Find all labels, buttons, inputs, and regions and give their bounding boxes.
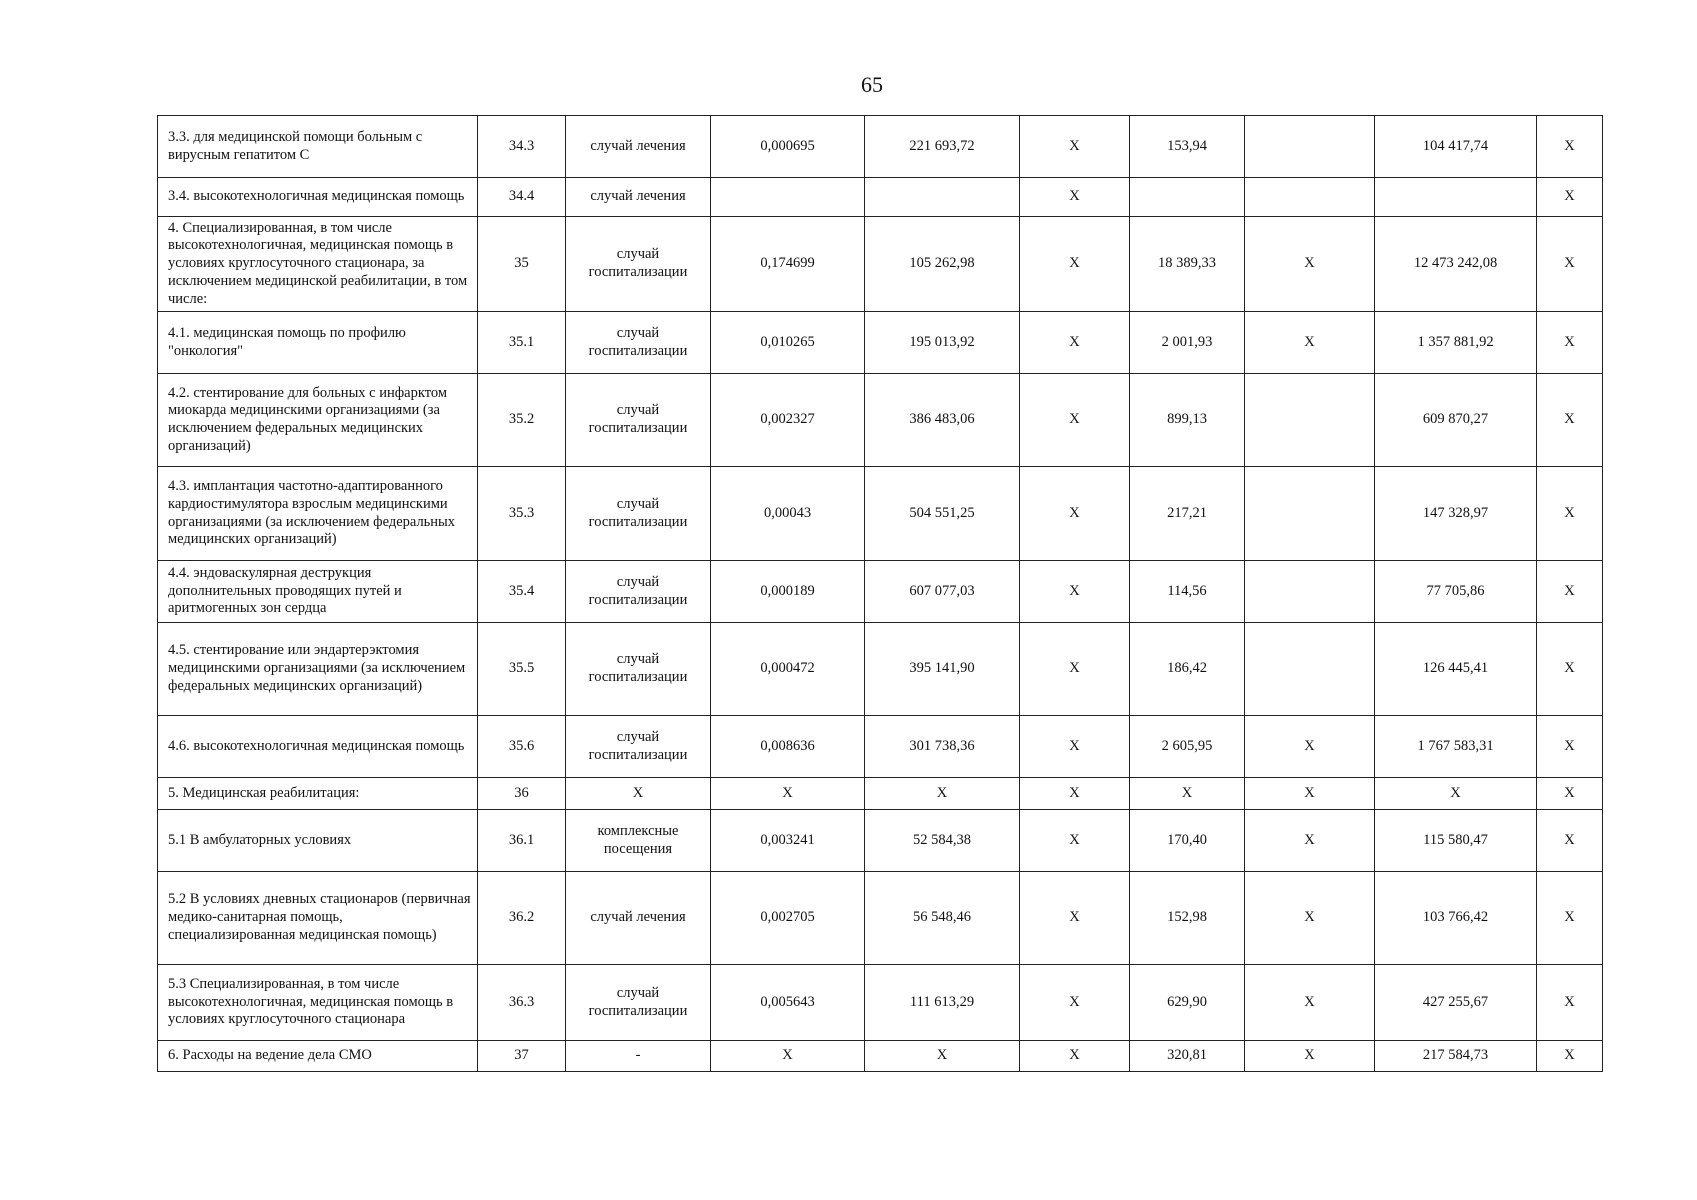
value-cell: 629,90	[1130, 965, 1245, 1041]
row-code-cell: 35.4	[478, 561, 566, 623]
value-cell	[1245, 623, 1375, 716]
value-cell: Х	[1537, 467, 1603, 561]
value-cell: 0,008636	[711, 716, 865, 778]
value-cell: 153,94	[1130, 116, 1245, 178]
unit-cell: случай госпитализации	[566, 623, 711, 716]
unit-cell: случай госпитализации	[566, 374, 711, 467]
value-cell: 0,010265	[711, 312, 865, 374]
value-cell: Х	[1245, 312, 1375, 374]
value-cell: Х	[1020, 623, 1130, 716]
row-name-cell: 3.3. для медицинской помощи больным с вирусным гепатитом С	[158, 116, 478, 178]
table-row	[158, 178, 1603, 217]
value-cell: Х	[1020, 178, 1130, 217]
row-name-cell: 4.5. стентирование или эндартерэктомия медицинскими организациями (за исключением федеральных медицинских организаций)	[158, 623, 478, 716]
row-code-cell: 35.6	[478, 716, 566, 778]
value-cell: 0,000189	[711, 561, 865, 623]
value-cell: Х	[1020, 374, 1130, 467]
value-cell: 147 328,97	[1375, 467, 1537, 561]
table-row	[158, 374, 1603, 467]
row-name-cell: 5.1 В амбулаторных условиях	[158, 810, 478, 872]
table-row	[158, 778, 1603, 810]
row-code-cell: 35.5	[478, 623, 566, 716]
value-cell: 395 141,90	[865, 623, 1020, 716]
table-row	[158, 312, 1603, 374]
value-cell: Х	[1537, 217, 1603, 312]
row-code-cell: 34.3	[478, 116, 566, 178]
value-cell: Х	[1245, 965, 1375, 1041]
value-cell: 103 766,42	[1375, 872, 1537, 965]
value-cell: 0,002705	[711, 872, 865, 965]
value-cell: Х	[1537, 116, 1603, 178]
value-cell: 111 613,29	[865, 965, 1020, 1041]
value-cell: 217 584,73	[1375, 1041, 1537, 1072]
value-cell	[1245, 467, 1375, 561]
value-cell: Х	[711, 778, 865, 810]
value-cell: Х	[1537, 1041, 1603, 1072]
value-cell: Х	[1537, 965, 1603, 1041]
value-cell: 301 738,36	[865, 716, 1020, 778]
page-number: 65	[861, 72, 883, 97]
value-cell: Х	[1020, 312, 1130, 374]
value-cell: 77 705,86	[1375, 561, 1537, 623]
value-cell: 0,00043	[711, 467, 865, 561]
row-code-cell: 35.3	[478, 467, 566, 561]
table-row	[158, 716, 1603, 778]
value-cell	[1245, 178, 1375, 217]
unit-cell: Х	[566, 778, 711, 810]
value-cell: 195 013,92	[865, 312, 1020, 374]
table-row	[158, 467, 1603, 561]
value-cell: 386 483,06	[865, 374, 1020, 467]
unit-cell: случай лечения	[566, 178, 711, 217]
table-row	[158, 872, 1603, 965]
unit-cell: случай госпитализации	[566, 965, 711, 1041]
value-cell	[1245, 374, 1375, 467]
unit-cell: случай госпитализации	[566, 467, 711, 561]
value-cell: Х	[1375, 778, 1537, 810]
financing-table	[157, 115, 1603, 1072]
table-row	[158, 965, 1603, 1041]
table-row	[158, 623, 1603, 716]
value-cell: 114,56	[1130, 561, 1245, 623]
value-cell: Х	[1537, 810, 1603, 872]
value-cell: 0,174699	[711, 217, 865, 312]
value-cell: 0,000695	[711, 116, 865, 178]
value-cell: 2 001,93	[1130, 312, 1245, 374]
value-cell: 186,42	[1130, 623, 1245, 716]
value-cell: 504 551,25	[865, 467, 1020, 561]
table-row	[158, 1041, 1603, 1072]
value-cell: 1 357 881,92	[1375, 312, 1537, 374]
value-cell	[711, 178, 865, 217]
value-cell: Х	[711, 1041, 865, 1072]
row-code-cell: 36.2	[478, 872, 566, 965]
value-cell: Х	[1537, 872, 1603, 965]
value-cell: 2 605,95	[1130, 716, 1245, 778]
value-cell: Х	[1537, 716, 1603, 778]
row-code-cell: 37	[478, 1041, 566, 1072]
value-cell	[1375, 178, 1537, 217]
value-cell: 320,81	[1130, 1041, 1245, 1072]
value-cell: Х	[1245, 1041, 1375, 1072]
value-cell: 126 445,41	[1375, 623, 1537, 716]
row-code-cell: 35.1	[478, 312, 566, 374]
value-cell: Х	[1020, 1041, 1130, 1072]
row-name-cell: 5.3 Специализированная, в том числе высокотехнологичная, медицинская помощь в условиях круглосуточного стационара	[158, 965, 478, 1041]
value-cell: 56 548,46	[865, 872, 1020, 965]
value-cell: 221 693,72	[865, 116, 1020, 178]
value-cell: 152,98	[1130, 872, 1245, 965]
table-row	[158, 810, 1603, 872]
table-row	[158, 217, 1603, 312]
value-cell: Х	[1020, 217, 1130, 312]
row-code-cell: 36.1	[478, 810, 566, 872]
value-cell: Х	[1020, 716, 1130, 778]
row-code-cell: 36.3	[478, 965, 566, 1041]
row-name-cell: 4.2. стентирование для больных с инфарктом миокарда медицинскими организациями (за исключением федеральных медицинских организаций)	[158, 374, 478, 467]
unit-cell: случай лечения	[566, 872, 711, 965]
row-name-cell: 4.4. эндоваскулярная деструкция дополнительных проводящих путей и аритмогенных зон сердца	[158, 561, 478, 623]
value-cell: Х	[1020, 467, 1130, 561]
value-cell: 170,40	[1130, 810, 1245, 872]
value-cell: Х	[1245, 217, 1375, 312]
value-cell: 0,003241	[711, 810, 865, 872]
table-row	[158, 116, 1603, 178]
unit-cell: случай госпитализации	[566, 716, 711, 778]
unit-cell: случай лечения	[566, 116, 711, 178]
unit-cell: комплексные посещения	[566, 810, 711, 872]
unit-cell: случай госпитализации	[566, 561, 711, 623]
value-cell: Х	[1537, 374, 1603, 467]
value-cell: 427 255,67	[1375, 965, 1537, 1041]
row-name-cell: 5.2 В условиях дневных стационаров (первичная медико-санитарная помощь, специализированная медицинская помощь)	[158, 872, 478, 965]
value-cell: Х	[1020, 778, 1130, 810]
row-name-cell: 6. Расходы на ведение дела СМО	[158, 1041, 478, 1072]
row-code-cell: 36	[478, 778, 566, 810]
value-cell: 0,005643	[711, 965, 865, 1041]
value-cell: Х	[1537, 778, 1603, 810]
value-cell	[1245, 116, 1375, 178]
value-cell: Х	[1020, 965, 1130, 1041]
value-cell: Х	[865, 778, 1020, 810]
value-cell: 217,21	[1130, 467, 1245, 561]
value-cell: 1 767 583,31	[1375, 716, 1537, 778]
unit-cell: случай госпитализации	[566, 217, 711, 312]
row-code-cell: 34.4	[478, 178, 566, 217]
value-cell: 0,000472	[711, 623, 865, 716]
value-cell: 0,002327	[711, 374, 865, 467]
value-cell: 18 389,33	[1130, 217, 1245, 312]
value-cell: 899,13	[1130, 374, 1245, 467]
value-cell: 105 262,98	[865, 217, 1020, 312]
value-cell: Х	[1537, 312, 1603, 374]
value-cell: 104 417,74	[1375, 116, 1537, 178]
table-row	[158, 561, 1603, 623]
value-cell: Х	[1130, 778, 1245, 810]
row-name-cell: 4.6. высокотехнологичная медицинская помощь	[158, 716, 478, 778]
unit-cell: -	[566, 1041, 711, 1072]
unit-cell: случай госпитализации	[566, 312, 711, 374]
row-name-cell: 5. Медицинская реабилитация:	[158, 778, 478, 810]
value-cell: 607 077,03	[865, 561, 1020, 623]
value-cell	[865, 178, 1020, 217]
value-cell: 609 870,27	[1375, 374, 1537, 467]
value-cell: 115 580,47	[1375, 810, 1537, 872]
row-code-cell: 35.2	[478, 374, 566, 467]
value-cell	[1130, 178, 1245, 217]
value-cell: Х	[1020, 561, 1130, 623]
value-cell: Х	[1020, 810, 1130, 872]
value-cell: 12 473 242,08	[1375, 217, 1537, 312]
value-cell: Х	[1245, 778, 1375, 810]
value-cell: Х	[1537, 623, 1603, 716]
row-name-cell: 4.1. медицинская помощь по профилю "онкология"	[158, 312, 478, 374]
value-cell: Х	[1245, 872, 1375, 965]
row-name-cell: 4.3. имплантация частотно-адаптированного кардиостимулятора взрослым медицинскими организациями (за исключением федеральных медицинских организаций)	[158, 467, 478, 561]
row-name-cell: 3.4. высокотехнологичная медицинская помощь	[158, 178, 478, 217]
row-name-cell: 4. Специализированная, в том числе высокотехнологичная, медицинская помощь в условиях круглосуточного стационара, за исключением медицинской реабилитации, в том числе:	[158, 217, 478, 312]
value-cell: Х	[1245, 716, 1375, 778]
row-code-cell: 35	[478, 217, 566, 312]
value-cell: 52 584,38	[865, 810, 1020, 872]
value-cell: Х	[865, 1041, 1020, 1072]
value-cell: Х	[1245, 810, 1375, 872]
value-cell: Х	[1537, 178, 1603, 217]
value-cell: Х	[1020, 872, 1130, 965]
value-cell	[1245, 561, 1375, 623]
value-cell: Х	[1537, 561, 1603, 623]
value-cell: Х	[1020, 116, 1130, 178]
